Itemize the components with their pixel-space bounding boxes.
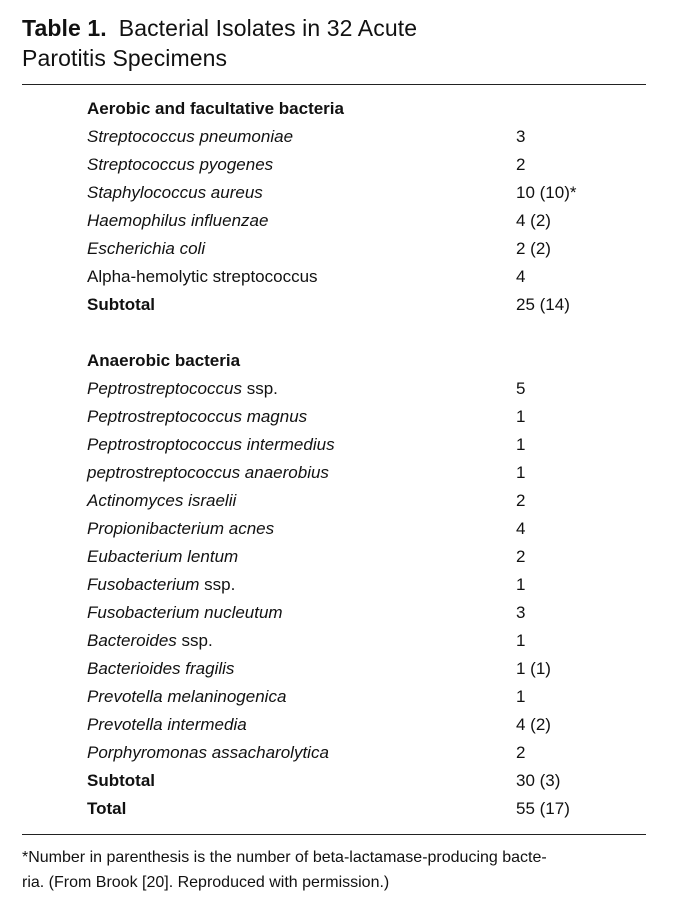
isolate-count: 1 [516, 631, 526, 650]
isolate-count: 2 [516, 491, 526, 510]
table-row [0, 711, 700, 739]
isolate-count: 1 (1) [516, 659, 551, 678]
organism-name: Streptococcus pneumoniae [87, 127, 294, 146]
organism-name: Escherichia coli [87, 239, 206, 258]
isolate-count: 3 [516, 127, 526, 146]
section-heading [0, 347, 700, 375]
organism-name: Peptrostreptococcus magnus [87, 407, 308, 426]
table-number: Table 1. [22, 15, 107, 41]
isolate-count: 2 [516, 743, 526, 762]
isolate-count: 3 [516, 603, 526, 622]
table-row [0, 655, 700, 683]
total-value: 55 (17) [516, 799, 570, 818]
isolate-count: 1 [516, 407, 526, 426]
isolate-count: 1 [516, 575, 526, 594]
table-row [0, 543, 700, 571]
organism-name: Streptococcus pyogenes [87, 155, 274, 174]
isolate-count: 2 (2) [516, 239, 551, 258]
table-title-line-2: Parotitis Specimens [22, 45, 228, 71]
subtotal-value: 25 (14) [516, 295, 570, 314]
table-row [0, 207, 700, 235]
table-row [0, 403, 700, 431]
table-row [0, 739, 700, 767]
isolate-count: 4 [516, 519, 526, 538]
organism-name: Bacterioides fragilis [87, 659, 235, 678]
table-row [0, 627, 700, 655]
subtotal-row [0, 767, 700, 795]
table-footnote [22, 845, 652, 895]
table-row [0, 599, 700, 627]
section-heading-label: Anaerobic bacteria [87, 351, 241, 370]
total-row [0, 795, 700, 823]
table-row [0, 571, 700, 599]
organism-name: Prevotella intermedia [87, 715, 247, 734]
subtotal-label: Subtotal [87, 771, 155, 790]
organism-name: Porphyromonas assacharolytica [87, 743, 329, 762]
isolate-count: 10 (10)* [516, 183, 577, 202]
top-rule [22, 84, 646, 85]
isolate-count: 4 [516, 267, 526, 286]
isolate-count: 4 (2) [516, 211, 551, 230]
organism-name: Bacteroides ssp. [87, 631, 213, 650]
table-row [0, 683, 700, 711]
subtotal-label: Subtotal [87, 295, 155, 314]
organism-name: Actinomyces israelii [87, 491, 237, 510]
section-heading-label: Aerobic and facultative bacteria [87, 99, 344, 118]
footnote-line-1: *Number in parenthesis is the number of beta-lactamase-producing bacte- [22, 849, 547, 866]
organism-name: Fusobacterium nucleutum [87, 603, 283, 622]
footnote-line-2: ria. (From Brook [20]. Reproduced with permission.) [22, 874, 390, 891]
table-title [22, 13, 662, 73]
table-row [0, 151, 700, 179]
organism-name: Propionibacterium acnes [87, 519, 275, 538]
organism-name: Peptrostreptococcus ssp. [87, 379, 278, 398]
isolate-count: 2 [516, 155, 526, 174]
organism-name: Prevotella melaninogenica [87, 687, 287, 706]
table-row [0, 179, 700, 207]
organism-name: Staphylococcus aureus [87, 183, 263, 202]
bottom-rule [22, 834, 646, 835]
table-row [0, 263, 700, 291]
isolate-count: 1 [516, 687, 526, 706]
isolate-count: 4 (2) [516, 715, 551, 734]
table-row [0, 515, 700, 543]
section-heading [0, 95, 700, 123]
isolate-count: 1 [516, 463, 526, 482]
isolate-count: 2 [516, 547, 526, 566]
organism-name: Peptrostroptococcus intermedius [87, 435, 335, 454]
table-row [0, 235, 700, 263]
table-row [0, 123, 700, 151]
isolate-count: 5 [516, 379, 526, 398]
isolate-count: 1 [516, 435, 526, 454]
total-label: Total [87, 799, 127, 818]
table-row [0, 431, 700, 459]
organism-name: Alpha-hemolytic streptococcus [87, 267, 318, 286]
table-row [0, 375, 700, 403]
table-title-line-1: Bacterial Isolates in 32 Acute [118, 15, 418, 41]
organism-name: peptrostreptococcus anaerobius [87, 463, 329, 482]
table-row [0, 487, 700, 515]
subtotal-row [0, 291, 700, 319]
organism-name: Fusobacterium ssp. [87, 575, 236, 594]
subtotal-value: 30 (3) [516, 771, 561, 790]
table-row [0, 459, 700, 487]
organism-name: Haemophilus influenzae [87, 211, 269, 230]
organism-name: Eubacterium lentum [87, 547, 239, 566]
